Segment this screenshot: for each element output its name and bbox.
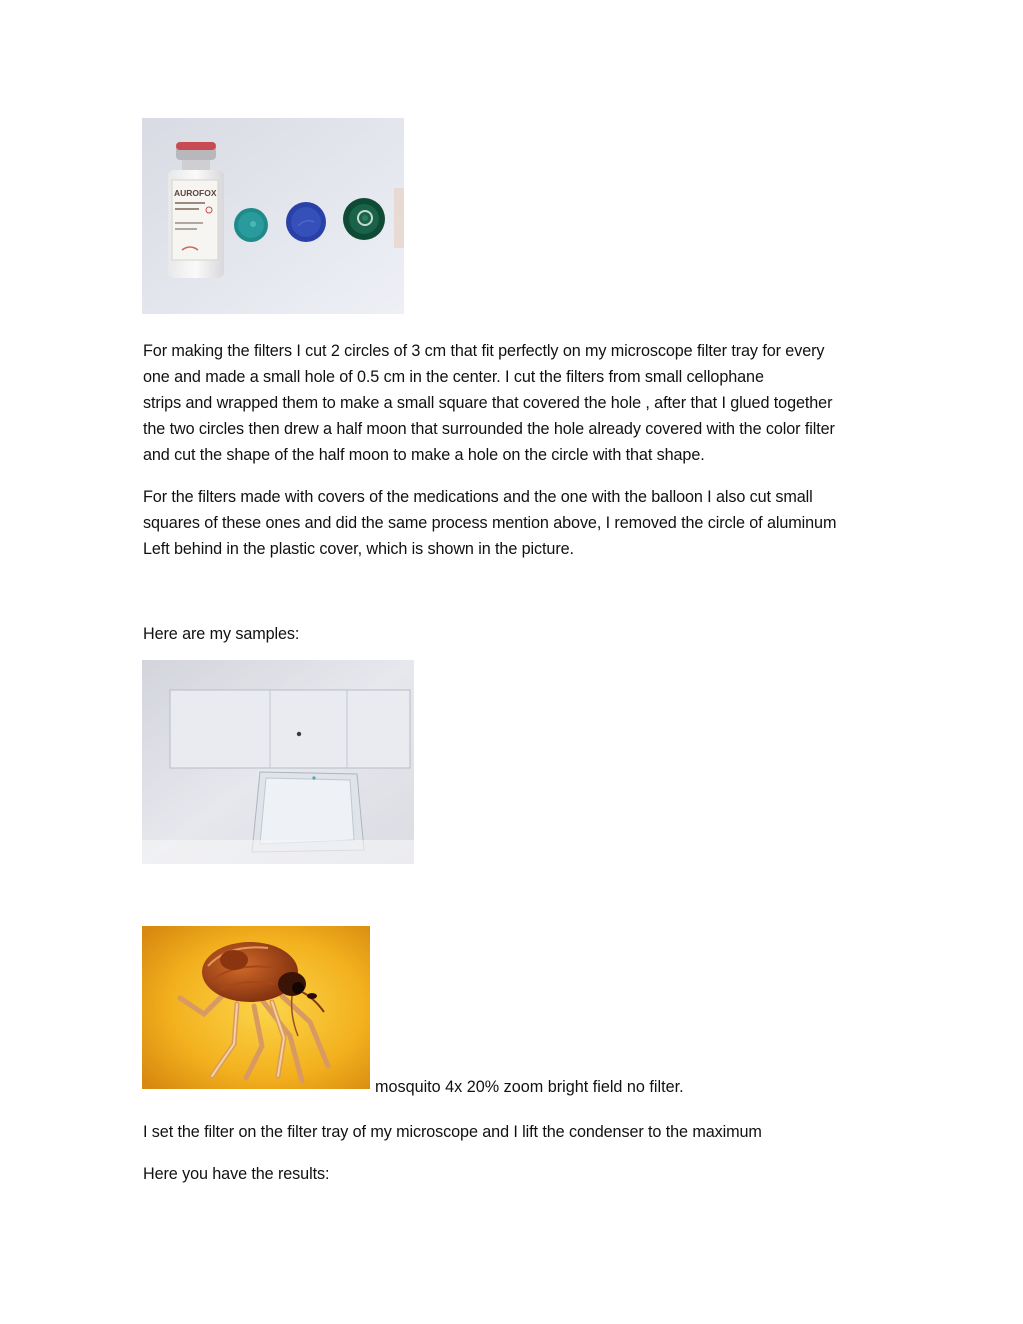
- paragraph-line: the two circles then drew a half moon that surrounded the hole already covered with the color filter: [143, 420, 835, 438]
- paragraph-line: one and made a small hole of 0.5 cm in the center. I cut the filters from small cellophane: [143, 368, 764, 386]
- paragraph-line: squares of these ones and did the same process mention above, I removed the circle of aluminum: [143, 514, 837, 532]
- mosquito-photo: [142, 926, 370, 1089]
- filter-making-paragraph: [143, 338, 913, 468]
- vial-label: AUROFOX: [174, 188, 217, 198]
- medication-covers-paragraph: [143, 484, 913, 562]
- results-heading: Here you have the results:: [143, 1165, 330, 1183]
- filters-photo: [142, 118, 404, 314]
- paragraph-line: Left behind in the plastic cover, which is shown in the picture.: [143, 540, 574, 558]
- slides-photo: [142, 660, 414, 864]
- paragraph-line: For making the filters I cut 2 circles of 3 cm that fit perfectly on my microscope filter tray for every: [143, 342, 825, 360]
- paragraph-line: For the filters made with covers of the medications and the one with the balloon I also cut small: [143, 488, 813, 506]
- mosquito-caption: mosquito 4x 20% zoom bright field no filter.: [375, 1078, 684, 1096]
- paragraph-line: and cut the shape of the half moon to make a hole on the circle with that shape.: [143, 446, 705, 464]
- samples-heading: Here are my samples:: [143, 625, 300, 643]
- filter-setup-text: I set the filter on the filter tray of my microscope and I lift the condenser to the maximum: [143, 1123, 762, 1141]
- paragraph-line: strips and wrapped them to make a small square that covered the hole , after that I glued together: [143, 394, 833, 412]
